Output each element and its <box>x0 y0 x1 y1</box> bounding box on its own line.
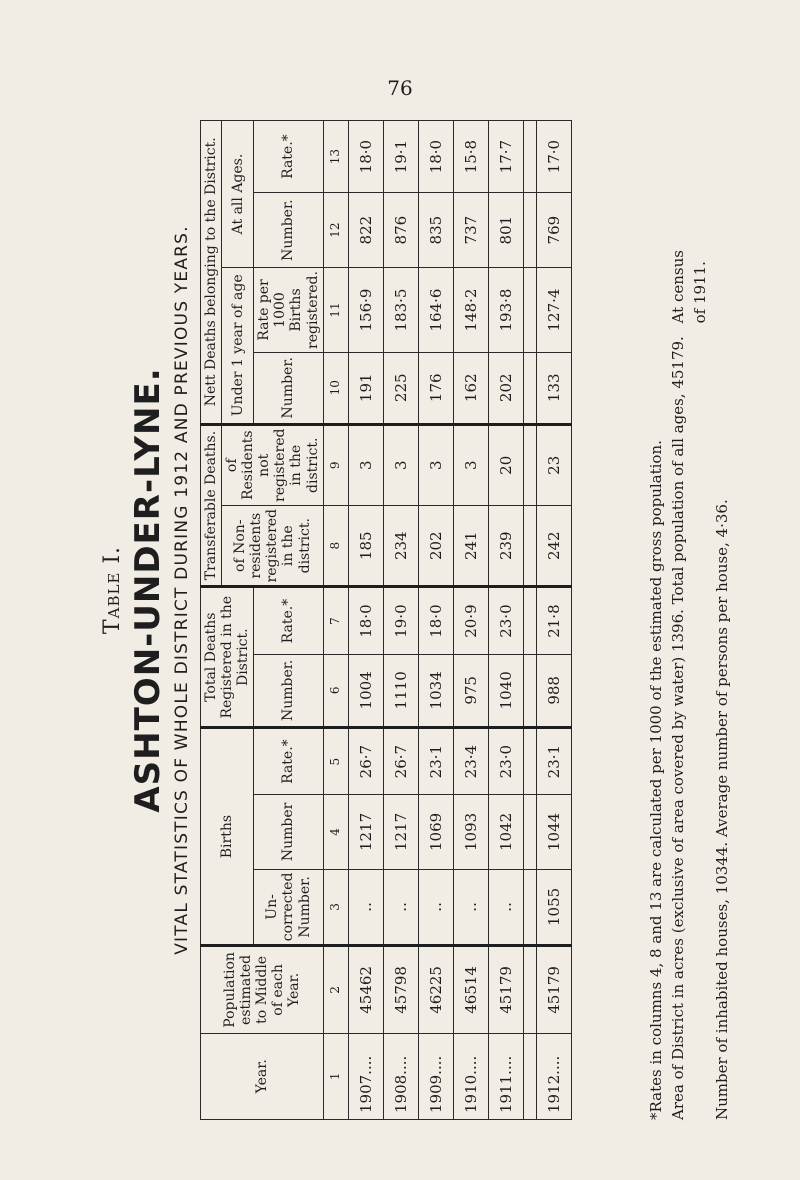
residents-cell: 3 <box>418 424 453 505</box>
uncorrected-cell: .. <box>348 869 383 946</box>
infant-number-cell: 162 <box>453 352 488 424</box>
table-row <box>348 121 383 1120</box>
header-row-groups <box>201 121 222 1120</box>
year-cell: 1911.... <box>488 1033 523 1119</box>
births-rate-cell: 23·1 <box>536 727 571 794</box>
residents-cell: 20 <box>488 424 523 505</box>
all-ages-number-cell: 801 <box>488 193 523 268</box>
infant-number-cell: 225 <box>383 352 418 424</box>
all-ages-rate-header: Rate.* <box>254 121 323 193</box>
year-cell: 1908.... <box>383 1033 418 1119</box>
population-cell: 45462 <box>348 946 383 1033</box>
infant-number-cell: 133 <box>536 352 571 424</box>
all-ages-number-cell: 876 <box>383 193 418 268</box>
column-number: 9 <box>323 424 348 505</box>
births-header: Births <box>201 727 254 945</box>
population-cell: 46514 <box>453 946 488 1033</box>
under-one-year-header: Under 1 year of age <box>222 268 254 425</box>
non-residents-header: of Non-residents registered in the district. <box>222 505 324 586</box>
year-cell: 1912.... <box>536 1033 571 1119</box>
population-cell: 45179 <box>536 946 571 1033</box>
all-ages-rate-cell: 15·8 <box>453 121 488 193</box>
infant-rate-cell: 148·2 <box>453 268 488 353</box>
column-number: 3 <box>323 869 348 946</box>
year-cell: 1910.... <box>453 1033 488 1119</box>
column-number: 11 <box>323 268 348 353</box>
column-number: 10 <box>323 352 348 424</box>
infant-number-header: Number. <box>254 352 323 424</box>
transferable-deaths-header: Transferable Deaths. <box>201 424 222 587</box>
deaths-number-cell: 975 <box>453 654 488 727</box>
births-rate-cell: 26·7 <box>383 727 418 794</box>
column-number: 13 <box>323 121 348 193</box>
area-footnote <box>667 60 711 1120</box>
all-ages-rate-cell: 17·0 <box>536 121 571 193</box>
table-subtitle: VITAL STATISTICS OF WHOLE DISTRICT DURING 1912 AND PREVIOUS YEARS. <box>172 225 192 955</box>
population-cell: 45798 <box>383 946 418 1033</box>
residents-header: of Residents not registered in the district. <box>222 424 324 505</box>
rates-footnote: *Rates in columns 4, 8 and 13 are calculated per 1000 of the estimated gross population. <box>647 440 665 1120</box>
deaths-number-cell: 1040 <box>488 654 523 727</box>
births-rate-cell: 26·7 <box>348 727 383 794</box>
births-number-cell: 1217 <box>348 795 383 869</box>
nett-deaths-header: Nett Deaths belonging to the District. <box>201 121 222 425</box>
all-ages-rate-cell: 17·7 <box>488 121 523 193</box>
vital-statistics-table <box>200 120 572 1120</box>
year-header: Year. <box>201 1033 324 1119</box>
deaths-number-cell: 988 <box>536 654 571 727</box>
non-residents-cell: 234 <box>383 505 418 586</box>
infant-number-cell: 176 <box>418 352 453 424</box>
table-caption: Table I. <box>100 545 125 635</box>
residents-cell: 3 <box>348 424 383 505</box>
non-residents-cell: 239 <box>488 505 523 586</box>
infant-rate-cell: 164·6 <box>418 268 453 353</box>
year-cell: 1907.... <box>348 1033 383 1119</box>
births-number-cell: 1042 <box>488 795 523 869</box>
infant-rate-cell: 127·4 <box>536 268 571 353</box>
deaths-number-cell: 1110 <box>383 654 418 727</box>
deaths-rate-cell: 23·0 <box>488 587 523 654</box>
births-number-cell: 1217 <box>383 795 418 869</box>
non-residents-cell: 241 <box>453 505 488 586</box>
footnotes <box>645 60 733 1120</box>
uncorrected-cell: .. <box>418 869 453 946</box>
infant-number-cell: 202 <box>488 352 523 424</box>
residents-cell: 23 <box>536 424 571 505</box>
all-ages-rate-cell: 18·0 <box>348 121 383 193</box>
deaths-rate-cell: 18·0 <box>348 587 383 654</box>
deaths-number-cell: 1004 <box>348 654 383 727</box>
infant-rate-cell: 193·8 <box>488 268 523 353</box>
column-number: 1 <box>323 1033 348 1119</box>
census-note-line: At census <box>669 250 687 324</box>
table-row <box>536 121 571 1120</box>
column-number-row <box>323 121 348 1120</box>
deaths-rate-header: Rate.* <box>254 587 323 654</box>
residents-cell: 3 <box>453 424 488 505</box>
all-ages-number-header: Number. <box>254 193 323 268</box>
infant-number-cell: 191 <box>348 352 383 424</box>
infant-rate-cell: 156·9 <box>348 268 383 353</box>
column-number: 6 <box>323 654 348 727</box>
all-ages-rate-cell: 18·0 <box>418 121 453 193</box>
column-number: 7 <box>323 587 348 654</box>
uncorrected-cell: 1055 <box>536 869 571 946</box>
births-number-cell: 1069 <box>418 795 453 869</box>
census-note <box>667 250 711 323</box>
births-number-header: Number <box>254 795 323 869</box>
area-footnote-text: Area of District in acres (exclusive of area covered by water) 1396. Total population of all ages, 45179. <box>669 336 687 1120</box>
births-rate-header: Rate.* <box>254 727 323 794</box>
column-number: 8 <box>323 505 348 586</box>
non-residents-cell: 202 <box>418 505 453 586</box>
births-rate-cell: 23·4 <box>453 727 488 794</box>
deaths-number-header: Number. <box>254 654 323 727</box>
infant-rate-cell: 183·5 <box>383 268 418 353</box>
deaths-number-cell: 1034 <box>418 654 453 727</box>
uncorrected-cell: .. <box>488 869 523 946</box>
births-number-cell: 1093 <box>453 795 488 869</box>
table-row <box>418 121 453 1120</box>
deaths-rate-cell: 21·8 <box>536 587 571 654</box>
row-separator <box>523 121 536 1120</box>
year-cell: 1909.... <box>418 1033 453 1119</box>
column-number: 5 <box>323 727 348 794</box>
population-cell: 46225 <box>418 946 453 1033</box>
uncorrected-cell: .. <box>383 869 418 946</box>
residents-cell: 3 <box>383 424 418 505</box>
uncorrected-cell: .. <box>453 869 488 946</box>
all-ages-number-cell: 822 <box>348 193 383 268</box>
column-number: 12 <box>323 193 348 268</box>
all-ages-number-cell: 835 <box>418 193 453 268</box>
births-rate-cell: 23·0 <box>488 727 523 794</box>
all-ages-rate-cell: 19·1 <box>383 121 418 193</box>
table-row <box>383 121 418 1120</box>
births-number-cell: 1044 <box>536 795 571 869</box>
non-residents-cell: 242 <box>536 505 571 586</box>
column-number: 2 <box>323 946 348 1033</box>
infant-rate-header: Rate per 1000 Births registered. <box>254 268 323 353</box>
all-ages-number-cell: 769 <box>536 193 571 268</box>
houses-footnote: Number of inhabited houses, 10344. Average number of persons per house, 4·36. <box>713 499 731 1120</box>
births-rate-cell: 23·1 <box>418 727 453 794</box>
uncorrected-number-header: Un-corrected Number. <box>254 869 323 946</box>
non-residents-cell: 185 <box>348 505 383 586</box>
column-number: 4 <box>323 795 348 869</box>
all-ages-header: At all Ages. <box>222 121 254 268</box>
population-cell: 45179 <box>488 946 523 1033</box>
table-row <box>488 121 523 1120</box>
deaths-rate-cell: 19·0 <box>383 587 418 654</box>
population-header: Population estimated to Middle of each Year. <box>201 946 324 1033</box>
page-number: 76 <box>387 76 413 100</box>
all-ages-number-cell: 737 <box>453 193 488 268</box>
census-note-line: of 1911. <box>691 261 709 324</box>
table-title: ASHTON-UNDER-LYNE. <box>128 367 168 813</box>
total-deaths-header: Total Deaths Registered in the District. <box>201 587 254 728</box>
deaths-rate-cell: 18·0 <box>418 587 453 654</box>
deaths-rate-cell: 20·9 <box>453 587 488 654</box>
table-row <box>453 121 488 1120</box>
